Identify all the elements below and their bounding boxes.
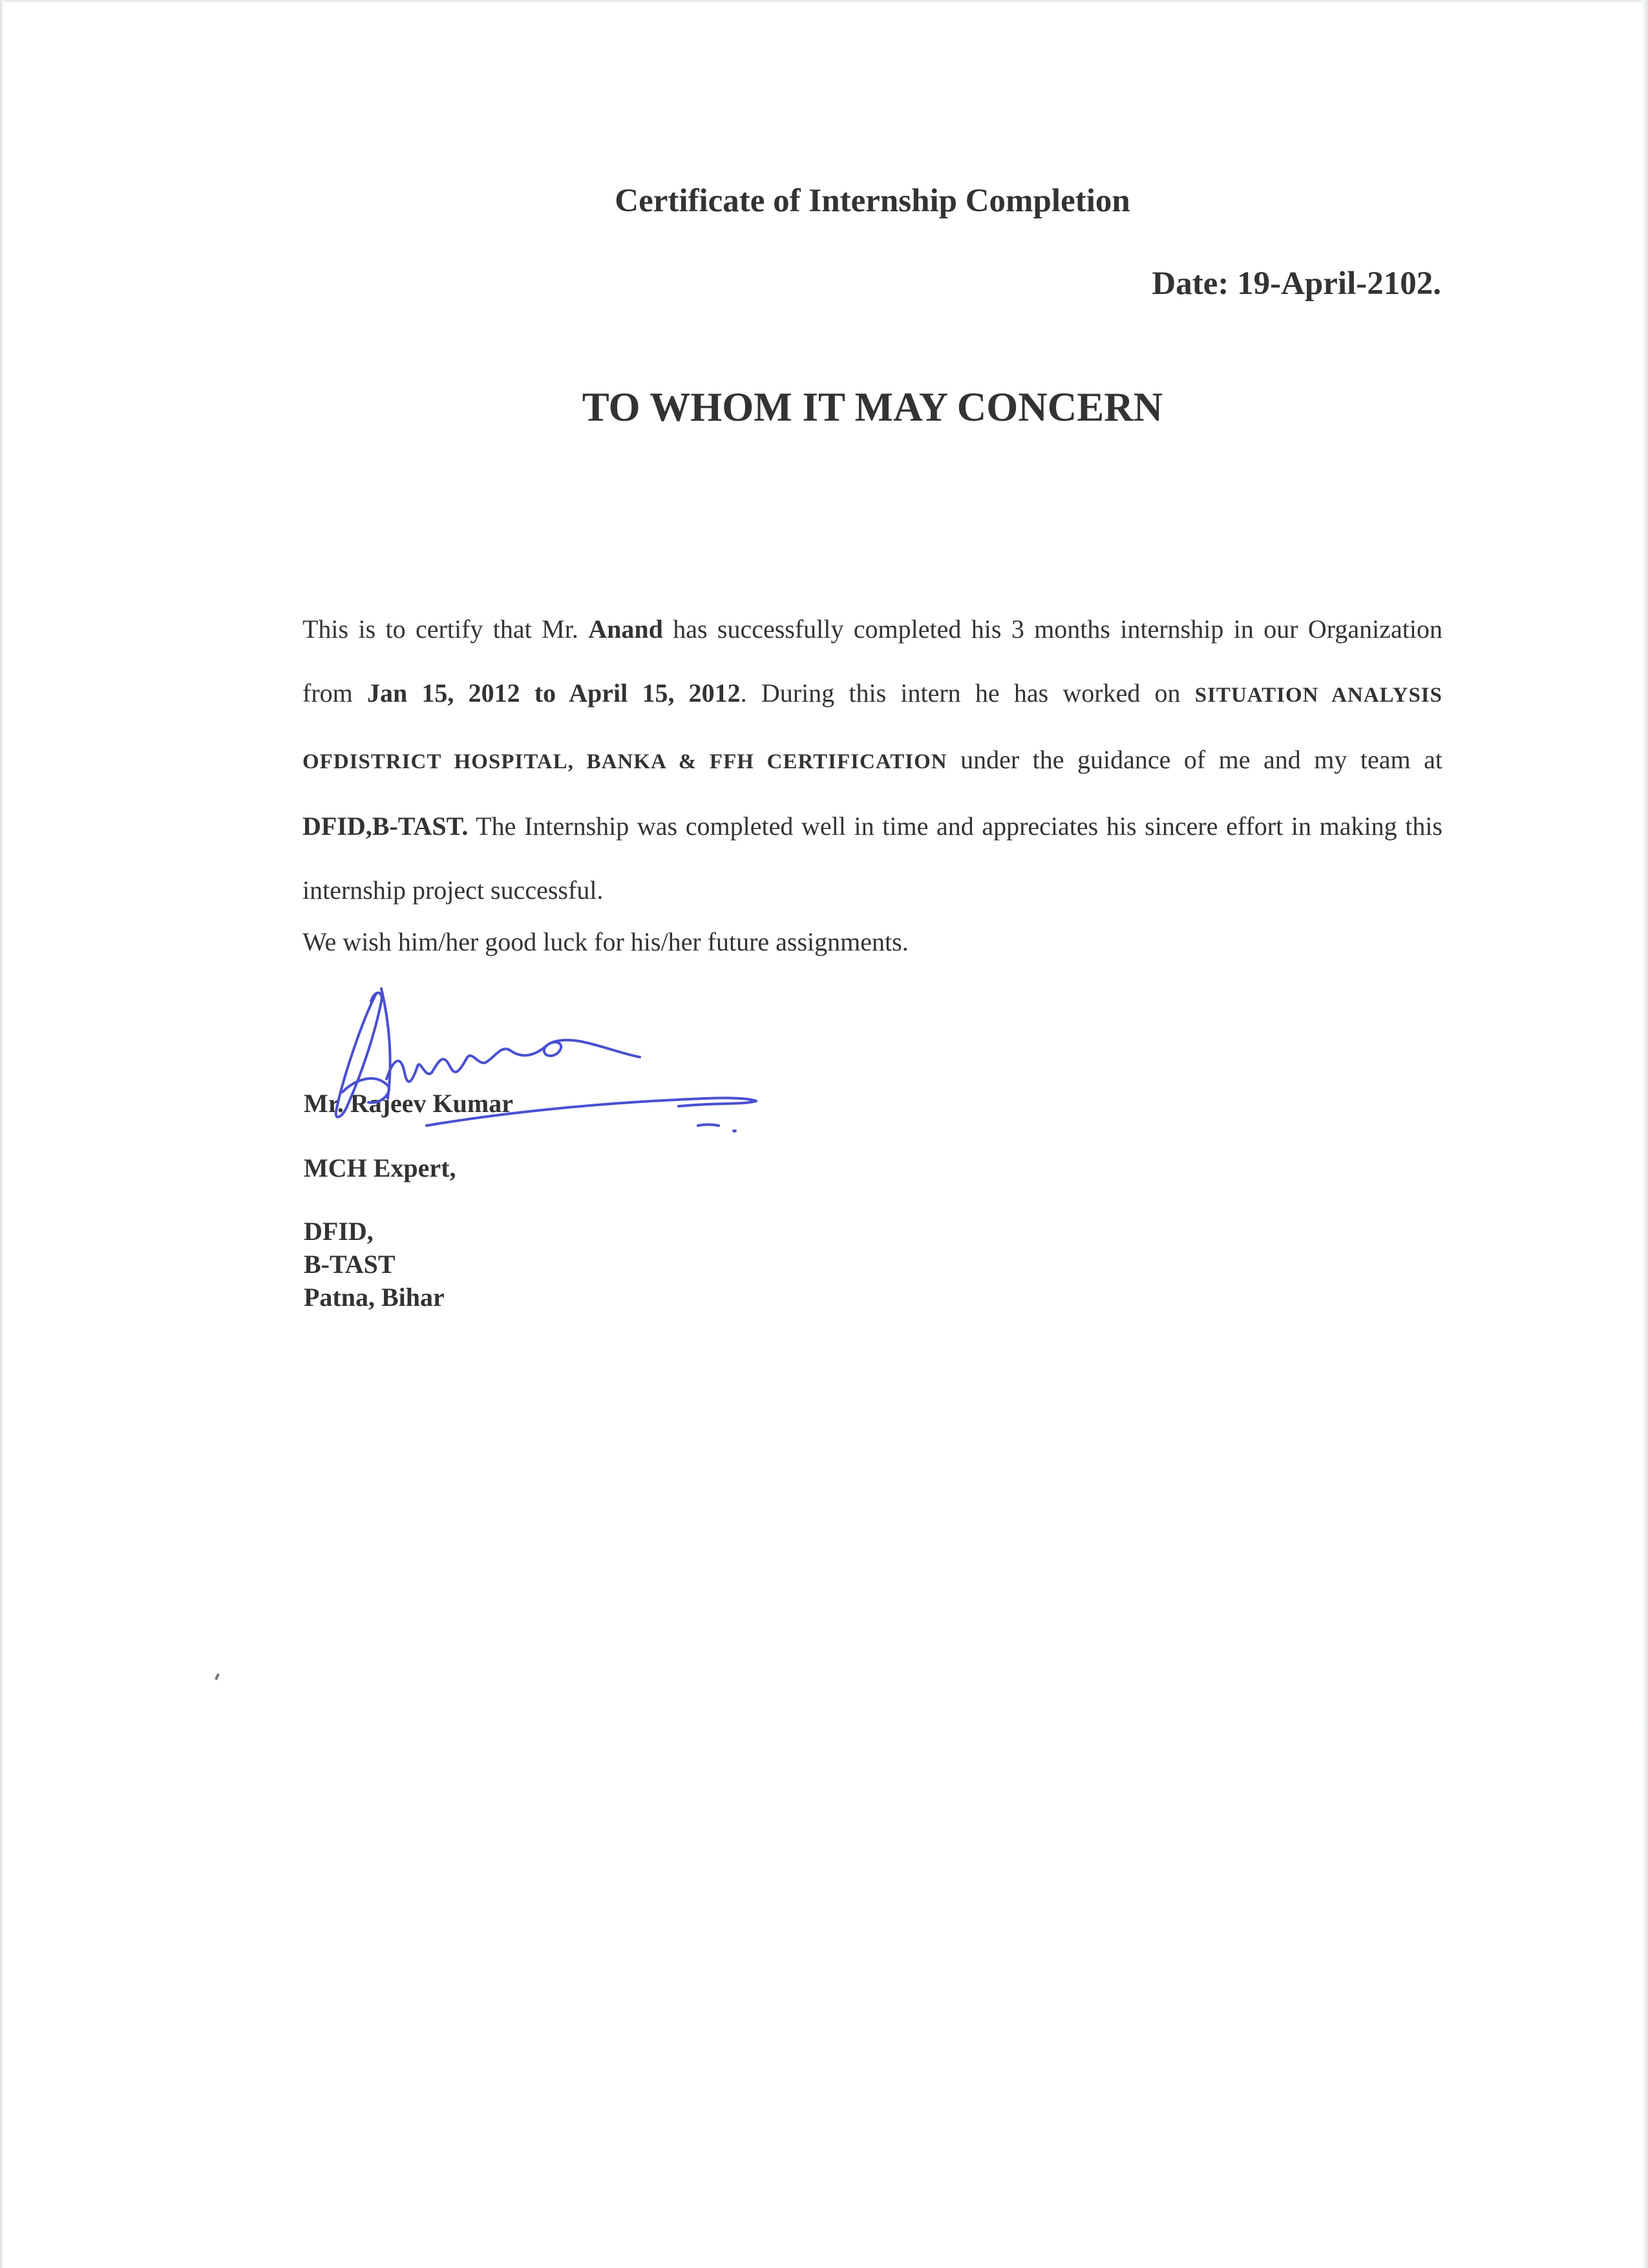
intern-name: Anand: [588, 614, 663, 644]
address-line-2: B-TAST: [304, 1250, 396, 1279]
internship-period: Jan 15, 2012 to April 15, 2012: [366, 678, 741, 708]
scan-speck: [215, 1674, 220, 1681]
body-text-3: . During this intern he has worked on: [740, 678, 1195, 708]
body-text-4: under the guidance of me and my team at: [947, 745, 1442, 774]
salutation-heading: TO WHOM IT MAY CONCERN: [582, 384, 1163, 430]
page-edge-left: [0, 0, 4, 2268]
page-edge-right: [1642, 0, 1648, 2268]
certificate-title: Certificate of Internship Completion: [615, 183, 1130, 219]
body-text-1: This is to certify that Mr.: [302, 614, 589, 644]
closing-wish: We wish him/her good luck for his/her future assignments.: [302, 927, 909, 956]
certificate-body: [302, 597, 1442, 922]
project-title: SITUATION ANALYSIS OFDISTRICT HOSPITAL, BANKA & FFH CERTIFICATION: [302, 684, 1442, 773]
signatory-address: [304, 1215, 445, 1314]
signatory-designation: MCH Expert,: [304, 1153, 456, 1182]
address-line-3: Patna, Bihar: [304, 1283, 445, 1312]
certificate-date: Date: 19-April-2102.: [1152, 266, 1441, 302]
handwritten-signature: [317, 982, 795, 1137]
page-edge-top: [0, 0, 1648, 3]
signatory-name: Mr. Rajeev Kumar: [304, 1089, 513, 1118]
organization-name: DFID,B-TAST.: [302, 812, 469, 841]
body-text-2: has successfully completed his 3 months internship in our Organization from: [302, 614, 1442, 708]
body-text-5: The Internship was completed well in time and appreciates his sincere effort in making this internship project successful.: [302, 812, 1442, 905]
address-line-1: DFID,: [304, 1217, 374, 1246]
